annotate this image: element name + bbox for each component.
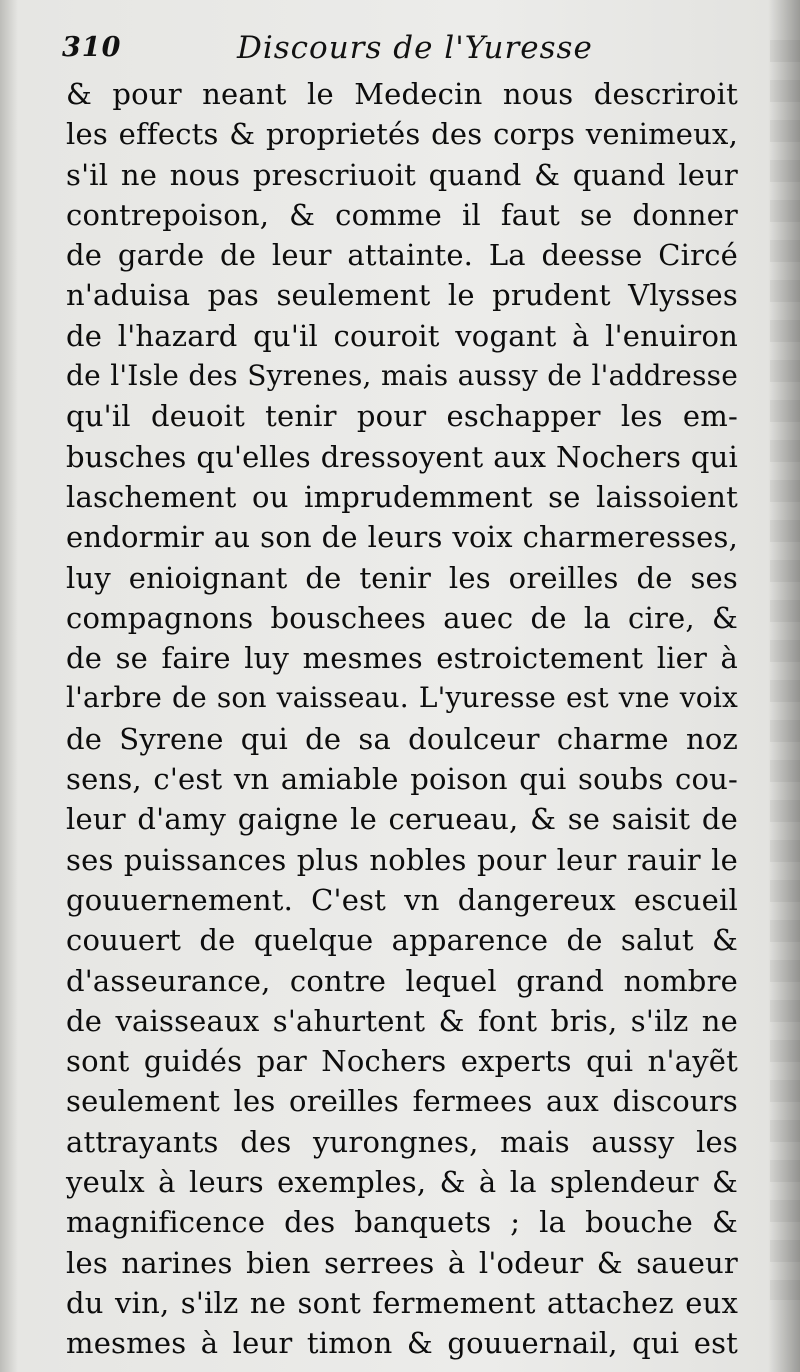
- text-line: de Syrene qui de sa doulceur charme noz: [66, 721, 738, 756]
- text-line: d'asseurance, contre lequel grand nombre: [66, 963, 738, 998]
- text-line: busches qu'elles dressoyent aux Nochers qui: [66, 439, 738, 474]
- text-line: l'arbre de son vaisseau. L'yuresse est vne voix: [66, 681, 738, 715]
- text-line: attrayants des yurongnes, mais aussy les: [66, 1124, 738, 1159]
- text-line: de l'hazard qu'il couroit vogant à l'enuiron: [66, 318, 738, 353]
- text-line: gouuernement. C'est vn dangereux escueil: [66, 882, 738, 917]
- text-line: laschement ou imprudemment se laissoient: [66, 479, 738, 514]
- text-line: endormir au son de leurs voix charmeresses,: [66, 520, 738, 555]
- body-text: [66, 74, 738, 1364]
- text-line: compagnons bouschees auec de la cire, &: [66, 600, 738, 635]
- running-title: Discours de l'Yuresse: [237, 30, 593, 66]
- text-line: contrepoison, & comme il faut se donner: [66, 197, 738, 232]
- text-line: s'il ne nous prescriuoit quand & quand leur: [66, 157, 738, 192]
- text-line: qu'il deuoit tenir pour eschapper les em-: [66, 399, 738, 434]
- text-line: de se faire luy mesmes estroictement lier à: [66, 641, 738, 676]
- text-line: de vaisseaux s'ahurtent & font bris, s'ilz ne: [66, 1003, 738, 1038]
- text-line: mesmes à leur timon & gouuernail, qui est: [66, 1326, 738, 1361]
- text-line: couuert de quelque apparence de salut &: [66, 923, 738, 958]
- text-line: les narines bien serrees à l'odeur & saueur: [66, 1245, 738, 1280]
- show-through-shadow: [770, 40, 800, 1300]
- text-line: sont guidés par Nochers experts qui n'ayẽt: [66, 1044, 738, 1079]
- text-line: n'aduisa pas seulement le prudent Vlysses: [66, 278, 738, 313]
- text-line: sens, c'est vn amiable poison qui soubs cou-: [66, 762, 738, 797]
- page-header: [62, 28, 752, 72]
- text-line: & pour neant le Medecin nous descriroit: [66, 77, 738, 111]
- text-line: les effects & proprietés des corps venimeux,: [66, 117, 738, 152]
- text-line: leur d'amy gaigne le cerueau, & se saisit de: [66, 802, 738, 837]
- text-line: du vin, s'ilz ne sont fermement attachez eux: [66, 1285, 738, 1320]
- page-number: 310: [62, 32, 122, 63]
- text-line: de l'Isle des Syrenes, mais aussy de l'addresse: [66, 359, 738, 393]
- text-line: magnificence des banquets ; la bouche &: [66, 1205, 738, 1240]
- text-line: luy enioignant de tenir les oreilles de ses: [66, 560, 738, 595]
- text-line: seulement les oreilles fermees aux discours: [66, 1084, 738, 1119]
- text-line: de garde de leur attainte. La deesse Circé: [66, 238, 738, 273]
- text-line: yeulx à leurs exemples, & à la splendeur &: [66, 1165, 738, 1200]
- text-line: ses puissances plus nobles pour leur rauir le: [66, 842, 738, 877]
